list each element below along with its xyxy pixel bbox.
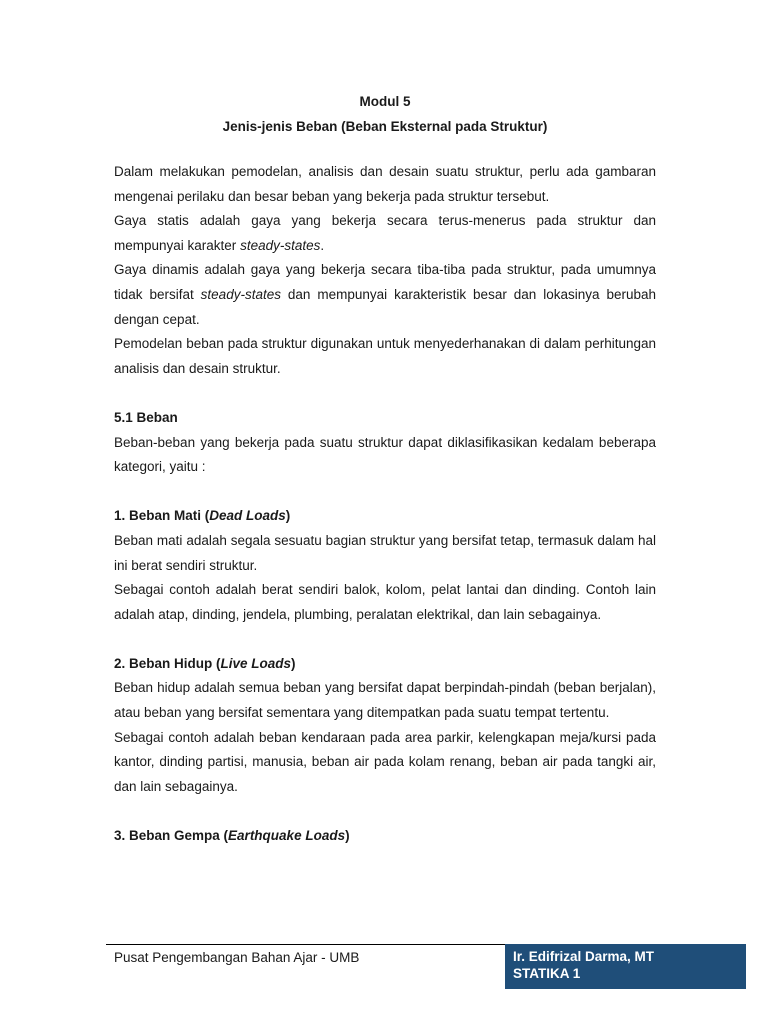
earthquake-loads-heading: 3. Beban Gempa (Earthquake Loads) bbox=[114, 828, 350, 844]
live-loads-heading: 2. Beban Hidup (Live Loads) bbox=[114, 655, 296, 671]
live-loads-definition: Beban hidup adalah semua beban yang bersifat dapat berpindah-pindah (beban berjalan), atau beban yang bersifat sementara yang ditempatkan pada suatu tempat tertentu. bbox=[114, 680, 656, 721]
static-force-paragraph: Gaya statis adalah gaya yang bekerja secara terus-menerus pada struktur dan mempunyai karakter steady-states. bbox=[114, 213, 656, 253]
dead-loads-example: Sebagai contoh adalah berat sendiri balok, kolom, pelat lantai dan dinding. Contoh lain adalah atap, dinding, jendela, plumbing, peralatan elektrikal, dan lain sebagainya. bbox=[114, 582, 656, 622]
footer-institution: Pusat Pengembangan Bahan Ajar - UMB bbox=[114, 950, 360, 965]
live-loads-example: Sebagai contoh adalah beban kendaraan pada area parkir, kelengkapan meja/kursi pada kantor, dinding partisi, manusia, beban air pada kolam renang, beban air pada tangki air, dan lain sebagainya. bbox=[114, 729, 656, 794]
footer-author-box bbox=[505, 944, 746, 989]
document-body bbox=[114, 160, 656, 849]
footer-course: STATIKA 1 bbox=[513, 966, 581, 981]
dead-loads-heading: 1. Beban Mati (Dead Loads) bbox=[114, 508, 291, 524]
section-5-1-text: Beban-beban yang bekerja pada suatu struktur dapat diklasifikasikan kedalam beberapa kategori, yaitu : bbox=[114, 434, 656, 475]
section-heading-5-1: 5.1 Beban bbox=[114, 409, 178, 425]
modeling-paragraph: Pemodelan beban pada struktur digunakan untuk menyederhanakan di dalam perhitungan analisis dan desain struktur. bbox=[114, 336, 656, 376]
dead-loads-definition: Beban mati adalah segala sesuatu bagian struktur yang bersifat tetap, termasuk dalam hal ini berat sendiri struktur. bbox=[114, 532, 656, 573]
module-number: Modul 5 bbox=[359, 94, 411, 109]
dynamic-force-paragraph: Gaya dinamis adalah gaya yang bekerja secara tiba-tiba pada struktur, pada umumnya tidak bersifat steady-states dan mempunyai karakteristik besar dan lokasinya berubah dengan cepat. bbox=[114, 262, 656, 327]
footer-author: Ir. Edifrizal Darma, MT bbox=[513, 949, 655, 964]
intro-paragraph: Dalam melakukan pemodelan, analisis dan desain suatu struktur, perlu ada gambaran mengenai perilaku dan besar beban yang bekerja pada struktur tersebut. bbox=[114, 164, 656, 204]
document-title: Jenis-jenis Beban (Beban Eksternal pada Struktur) bbox=[222, 119, 548, 134]
